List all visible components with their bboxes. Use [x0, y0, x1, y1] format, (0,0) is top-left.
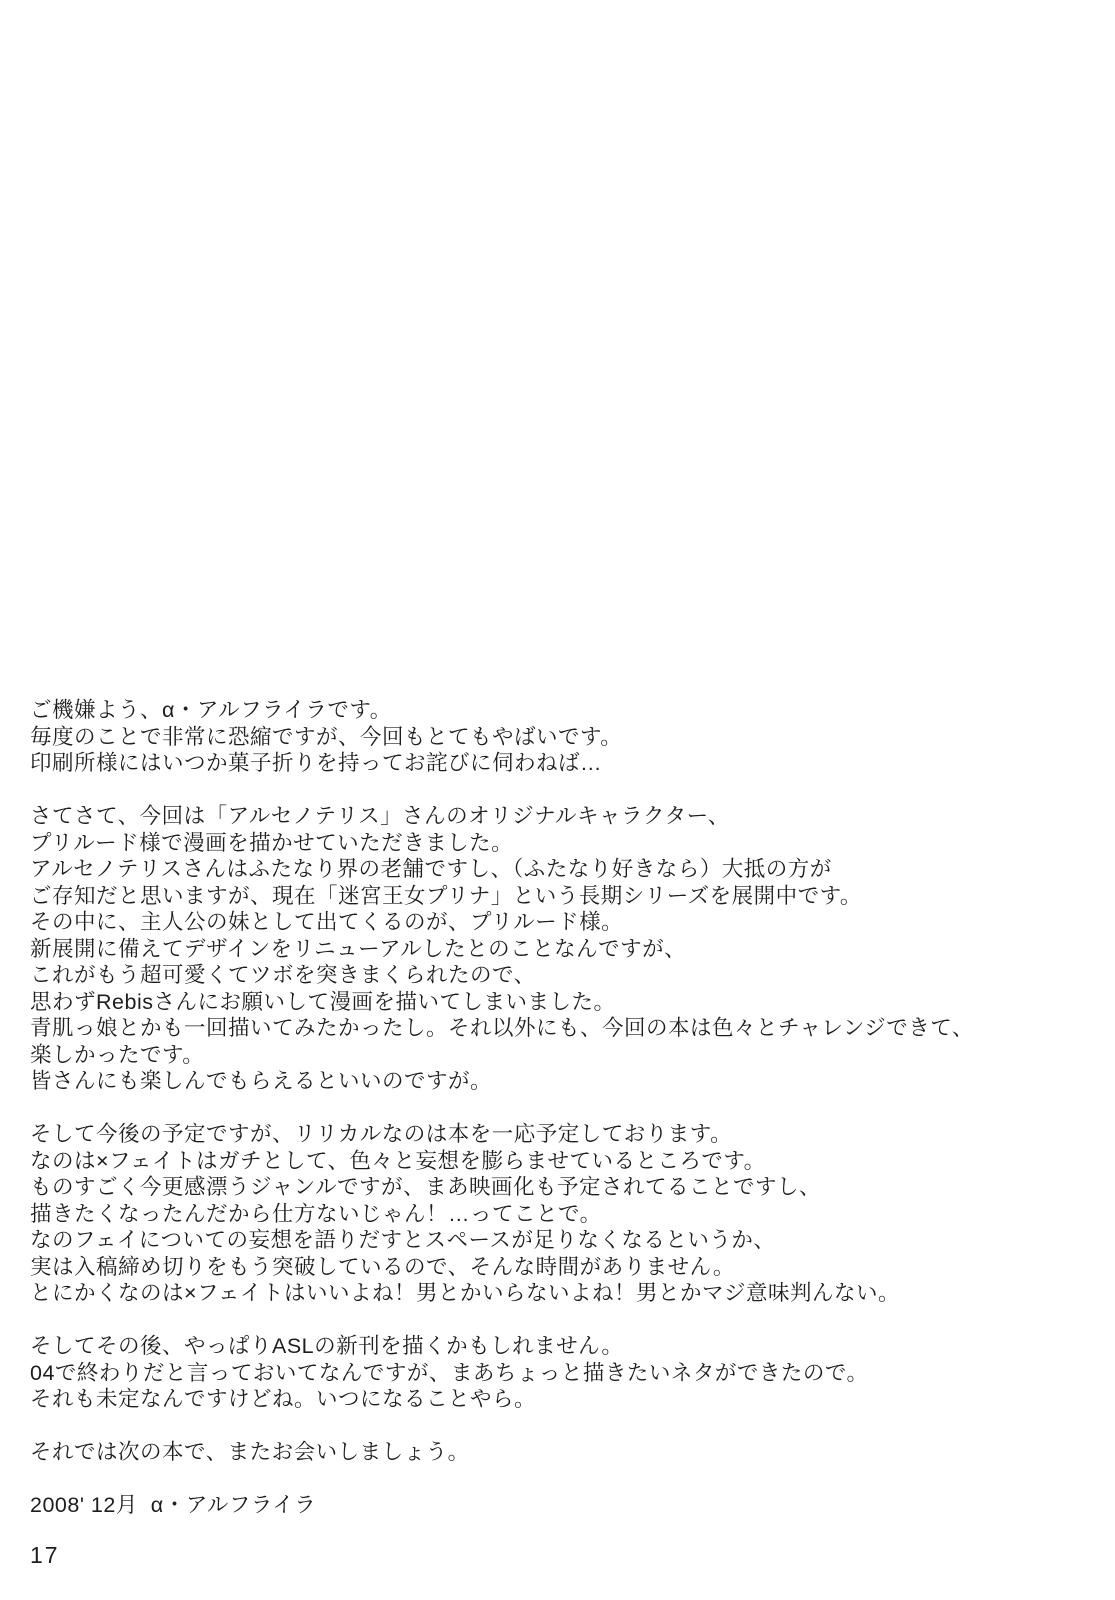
afterword-line: 新展開に備えてデザインをリニューアルしたとのことなんですが、 — [30, 936, 687, 961]
afterword-line — [30, 777, 974, 804]
afterword-line: 描きたくなったんだから仕方ないじゃん！…ってことで。 — [30, 1201, 602, 1226]
afterword-line — [30, 1307, 974, 1334]
afterword-line: とにかくなのは×フェイトはいいよね！男とかいらないよね！男とかマジ意味判んない。 — [30, 1281, 900, 1305]
afterword-line: 皆さんにも楽しんでもらえるといいのですが。 — [30, 1069, 493, 1093]
afterword-line — [30, 1466, 974, 1493]
afterword-line: ご機嫌よう、α・アルフライラです。 — [30, 698, 392, 722]
afterword-line: 思わずRebisさんにお願いして漫画を描いてしまいました。 — [30, 989, 616, 1014]
afterword-text-block — [30, 697, 974, 1519]
afterword-line: これがもう超可愛くてツボを突きまくられたので、 — [30, 963, 536, 987]
afterword-line: 印刷所様にはいつか菓子折りを持ってお詫びに伺わねば… — [30, 751, 603, 775]
afterword-line: さてさて、今回は「アルセノテリス」さんのオリジナルキャラクター、 — [30, 804, 730, 828]
afterword-line: 青肌っ娘とかも一回描いてみたかったし。それ以外にも、今回の本は色々とチャレンジできて、 — [30, 1016, 974, 1040]
afterword-line: 04で終わりだと言っておいてなんですが、まあちょっと描きたいネタができたので。 — [30, 1360, 869, 1385]
afterword-line: ご存知だと思いますが、現在「迷宮王女プリナ」という長期シリーズを展開中です。 — [30, 883, 862, 908]
afterword-line: その中に、主人公の妹として出てくるのが、プリルード様。 — [30, 910, 624, 934]
afterword-line: 実は入稿締め切りをもう突破しているので、そんな時間がありません。 — [30, 1254, 735, 1279]
afterword-line — [30, 1413, 974, 1440]
afterword-line: そしてその後、やっぱりASLの新刊を描くかもしれません。 — [30, 1334, 624, 1358]
afterword-line — [30, 1095, 974, 1122]
afterword-line: なのは×フェイトはガチとして、色々と妄想を膨らませているところです。 — [30, 1148, 766, 1173]
afterword-line: プリルード様で漫画を描かせていただきました。 — [30, 830, 514, 855]
afterword-line: ものすごく今更感漂うジャンルですが、まあ映画化も予定されてることですし、 — [30, 1175, 822, 1199]
afterword-line: なのフェイについての妄想を語りだすとスペースが足りなくなるというか、 — [30, 1228, 776, 1252]
afterword-line: アルセノテリスさんはふたなり界の老舗ですし、（ふたなり好きなら）大抵の方が — [30, 857, 832, 881]
afterword-line: それでは次の本で、またお会いしましょう。 — [30, 1440, 470, 1464]
afterword-line: 楽しかったです。 — [30, 1042, 205, 1067]
afterword-line: 2008' 12月 α・アルフライラ — [30, 1493, 317, 1517]
afterword-line: そして今後の予定ですが、リリカルなのは本を一応予定しております。 — [30, 1122, 733, 1146]
afterword-line: 毎度のことで非常に恐縮ですが、今回もとてもやばいです。 — [30, 724, 623, 749]
afterword-line: それも未定なんですけどね。いつになることやら。 — [30, 1387, 537, 1411]
page-number: 17 — [30, 1542, 60, 1568]
